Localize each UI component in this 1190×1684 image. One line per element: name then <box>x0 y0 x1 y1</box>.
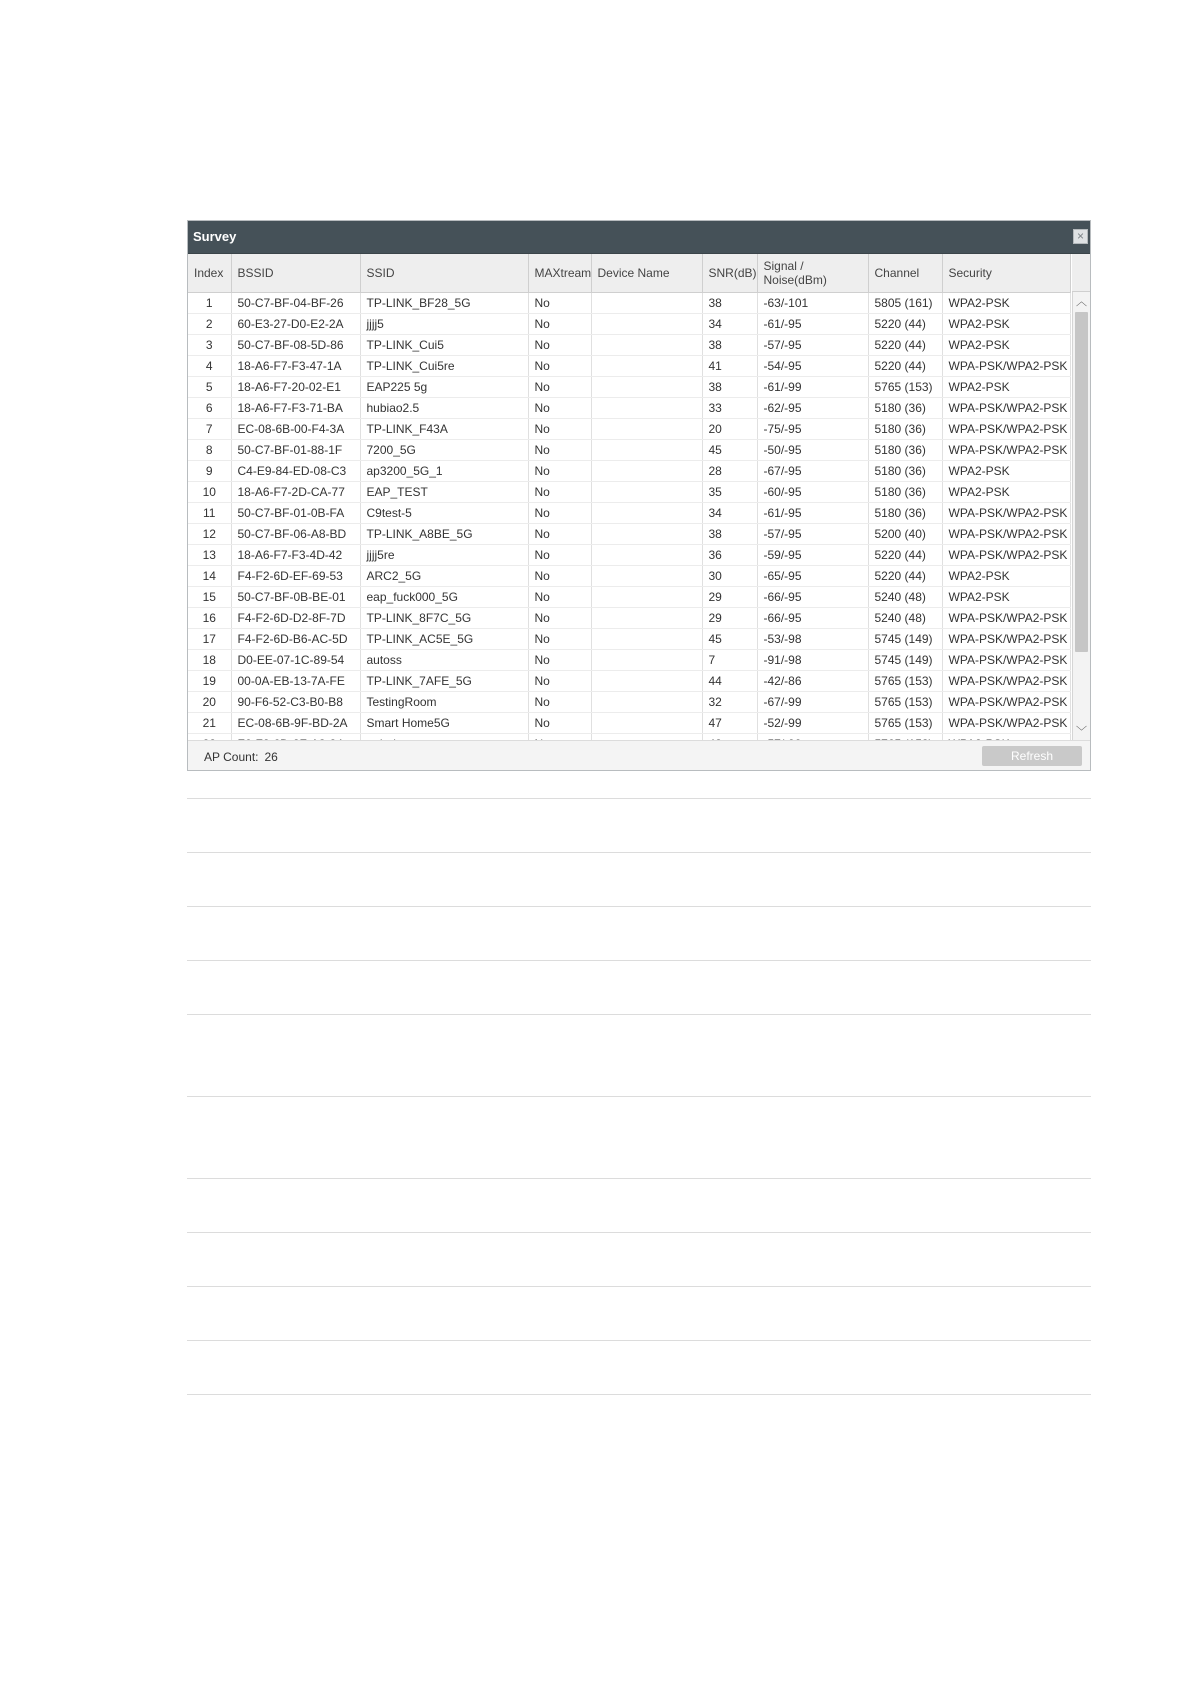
table-row[interactable] <box>188 524 1070 545</box>
table-row[interactable] <box>188 419 1070 440</box>
cell-ssid: TP-LINK_Cui5 <box>360 335 528 356</box>
cell-maxtream: No <box>528 545 591 566</box>
cell-channel: 5745 (149) <box>868 629 942 650</box>
page-divider <box>187 1178 1091 1179</box>
cell-index: 2 <box>188 314 231 335</box>
dialog-footer <box>188 740 1090 770</box>
cell-signal-noise: -75/-95 <box>757 419 868 440</box>
cell-security: WPA2-PSK <box>942 461 1070 482</box>
cell-device-name <box>591 545 702 566</box>
cell-device-name <box>591 356 702 377</box>
cell-security: WPA2-PSK <box>942 335 1070 356</box>
table-row[interactable] <box>188 650 1070 671</box>
cell-bssid: D0-EE-07-1C-89-54 <box>231 650 360 671</box>
cell-ssid: TP-LINK_AC5E_5G <box>360 629 528 650</box>
cell-signal-noise: -63/-101 <box>757 293 868 314</box>
cell-security: WPA-PSK/WPA2-PSK <box>942 356 1070 377</box>
cell-channel: 5200 (40) <box>868 524 942 545</box>
page-divider <box>187 1394 1091 1395</box>
cell-maxtream: No <box>528 713 591 734</box>
cell-device-name <box>591 419 702 440</box>
cell-security: WPA-PSK/WPA2-PSK <box>942 713 1070 734</box>
cell-snr: 29 <box>702 608 757 629</box>
cell-device-name <box>591 440 702 461</box>
table-row[interactable] <box>188 503 1070 524</box>
cell-device-name <box>591 650 702 671</box>
cell-snr: 45 <box>702 440 757 461</box>
scroll-up-icon[interactable]: ︿ <box>1076 296 1087 308</box>
cell-index: 10 <box>188 482 231 503</box>
table-row[interactable] <box>188 440 1070 461</box>
cell-channel: 5765 (153) <box>868 377 942 398</box>
cell-security: WPA-PSK/WPA2-PSK <box>942 398 1070 419</box>
cell-security: WPA-PSK/WPA2-PSK <box>942 629 1070 650</box>
ap-count <box>204 750 278 764</box>
cell-security: WPA2-PSK <box>942 314 1070 335</box>
cell-maxtream: No <box>528 419 591 440</box>
column-header-channel[interactable]: Channel <box>868 254 942 293</box>
cell-ssid: jjjj5re <box>360 545 528 566</box>
survey-dialog <box>187 220 1091 771</box>
cell-ssid: autoss <box>360 650 528 671</box>
column-header-signal-noise[interactable]: Signal / Noise(dBm) <box>757 254 868 293</box>
cell-ssid: Smart Home5G <box>360 713 528 734</box>
page-divider <box>187 1286 1091 1287</box>
cell-signal-noise: -61/-95 <box>757 503 868 524</box>
cell-signal-noise: -66/-95 <box>757 608 868 629</box>
table-header-row <box>188 254 1070 293</box>
cell-ssid: TP-LINK_7AFE_5G <box>360 671 528 692</box>
table-row[interactable] <box>188 377 1070 398</box>
cell-snr: 38 <box>702 377 757 398</box>
cell-device-name <box>591 713 702 734</box>
cell-device-name <box>591 629 702 650</box>
page-divider <box>187 906 1091 907</box>
table-row[interactable] <box>188 692 1070 713</box>
page-divider <box>187 1232 1091 1233</box>
cell-signal-noise: -91/-98 <box>757 650 868 671</box>
cell-maxtream: No <box>528 356 591 377</box>
cell-bssid: 18-A6-F7-F3-4D-42 <box>231 545 360 566</box>
cell-index: 5 <box>188 377 231 398</box>
table-row[interactable] <box>188 461 1070 482</box>
cell-maxtream: No <box>528 503 591 524</box>
cell-ssid: TP-LINK_Cui5re <box>360 356 528 377</box>
cell-ssid: ap3200_5G_1 <box>360 461 528 482</box>
column-header-index[interactable]: Index <box>188 254 231 293</box>
cell-channel: 5765 (153) <box>868 692 942 713</box>
cell-security: WPA2-PSK <box>942 587 1070 608</box>
cell-snr: 41 <box>702 356 757 377</box>
cell-signal-noise: -65/-95 <box>757 566 868 587</box>
column-header-device-name[interactable]: Device Name <box>591 254 702 293</box>
cell-security: WPA2-PSK <box>942 377 1070 398</box>
table-row[interactable] <box>188 587 1070 608</box>
cell-snr: 45 <box>702 629 757 650</box>
cell-signal-noise: -61/-99 <box>757 377 868 398</box>
cell-ssid: hubiao2.5 <box>360 398 528 419</box>
cell-snr: 32 <box>702 692 757 713</box>
table-row[interactable] <box>188 608 1070 629</box>
cell-bssid: 90-F6-52-C3-B0-B8 <box>231 692 360 713</box>
cell-channel: 5180 (36) <box>868 482 942 503</box>
cell-index: 17 <box>188 629 231 650</box>
cell-signal-noise: -42/-86 <box>757 671 868 692</box>
cell-snr: 33 <box>702 398 757 419</box>
cell-snr: 38 <box>702 335 757 356</box>
cell-maxtream: No <box>528 692 591 713</box>
vertical-scrollbar[interactable] <box>1072 292 1090 742</box>
cell-snr: 34 <box>702 314 757 335</box>
cell-maxtream: No <box>528 608 591 629</box>
cell-channel: 5805 (161) <box>868 293 942 314</box>
cell-signal-noise: -60/-95 <box>757 482 868 503</box>
cell-channel: 5220 (44) <box>868 356 942 377</box>
column-header-maxtream[interactable]: MAXtream <box>528 254 591 293</box>
cell-device-name <box>591 293 702 314</box>
page-divider <box>187 852 1091 853</box>
cell-maxtream: No <box>528 524 591 545</box>
cell-snr: 36 <box>702 545 757 566</box>
ap-count-value: 26 <box>264 750 278 764</box>
cell-bssid: 50-C7-BF-06-A8-BD <box>231 524 360 545</box>
cell-channel: 5220 (44) <box>868 566 942 587</box>
table-row[interactable] <box>188 545 1070 566</box>
cell-snr: 44 <box>702 671 757 692</box>
cell-security: WPA-PSK/WPA2-PSK <box>942 440 1070 461</box>
cell-bssid: EC-08-6B-9F-BD-2A <box>231 713 360 734</box>
page-divider <box>187 1340 1091 1341</box>
cell-signal-noise: -52/-99 <box>757 713 868 734</box>
cell-snr: 30 <box>702 566 757 587</box>
cell-index: 13 <box>188 545 231 566</box>
cell-channel: 5180 (36) <box>868 419 942 440</box>
cell-security: WPA-PSK/WPA2-PSK <box>942 608 1070 629</box>
cell-maxtream: No <box>528 671 591 692</box>
cell-ssid: EAP_TEST <box>360 482 528 503</box>
cell-channel: 5220 (44) <box>868 545 942 566</box>
cell-snr: 35 <box>702 482 757 503</box>
scroll-down-icon[interactable]: ﹀ <box>1076 726 1087 738</box>
survey-table-area <box>188 254 1090 742</box>
page-divider <box>187 1096 1091 1097</box>
cell-device-name <box>591 524 702 545</box>
cell-device-name <box>591 335 702 356</box>
cell-maxtream: No <box>528 293 591 314</box>
cell-signal-noise: -53/-98 <box>757 629 868 650</box>
cell-index: 18 <box>188 650 231 671</box>
cell-signal-noise: -54/-95 <box>757 356 868 377</box>
cell-index: 9 <box>188 461 231 482</box>
cell-security: WPA-PSK/WPA2-PSK <box>942 545 1070 566</box>
table-row[interactable] <box>188 293 1070 314</box>
cell-signal-noise: -67/-95 <box>757 461 868 482</box>
header-filler <box>1072 254 1090 292</box>
dialog-title: Survey <box>193 229 237 244</box>
table-row[interactable] <box>188 356 1070 377</box>
cell-channel: 5240 (48) <box>868 587 942 608</box>
cell-snr: 7 <box>702 650 757 671</box>
cell-bssid: 00-0A-EB-13-7A-FE <box>231 671 360 692</box>
ap-count-label: AP Count: <box>204 750 259 764</box>
cell-device-name <box>591 587 702 608</box>
cell-bssid: 50-C7-BF-01-0B-FA <box>231 503 360 524</box>
cell-index: 3 <box>188 335 231 356</box>
column-header-snr[interactable]: SNR(dB) <box>702 254 757 293</box>
cell-snr: 29 <box>702 587 757 608</box>
cell-bssid: 60-E3-27-D0-E2-2A <box>231 314 360 335</box>
cell-index: 16 <box>188 608 231 629</box>
cell-maxtream: No <box>528 335 591 356</box>
scroll-thumb[interactable] <box>1075 312 1088 652</box>
page-divider <box>187 798 1091 799</box>
cell-security: WPA2-PSK <box>942 482 1070 503</box>
cell-snr: 28 <box>702 461 757 482</box>
cell-signal-noise: -66/-95 <box>757 587 868 608</box>
survey-table <box>188 254 1071 755</box>
cell-channel: 5765 (153) <box>868 713 942 734</box>
cell-device-name <box>591 503 702 524</box>
cell-device-name <box>591 608 702 629</box>
table-row[interactable] <box>188 398 1070 419</box>
cell-index: 7 <box>188 419 231 440</box>
cell-device-name <box>591 482 702 503</box>
cell-device-name <box>591 461 702 482</box>
table-row[interactable] <box>188 335 1070 356</box>
cell-signal-noise: -62/-95 <box>757 398 868 419</box>
cell-ssid: TestingRoom <box>360 692 528 713</box>
cell-maxtream: No <box>528 566 591 587</box>
cell-bssid: 18-A6-F7-F3-47-1A <box>231 356 360 377</box>
cell-bssid: 50-C7-BF-0B-BE-01 <box>231 587 360 608</box>
cell-security: WPA-PSK/WPA2-PSK <box>942 419 1070 440</box>
cell-ssid: EAP225 5g <box>360 377 528 398</box>
survey-table-body <box>188 293 1070 755</box>
cell-snr: 34 <box>702 503 757 524</box>
cell-bssid: F4-F2-6D-B6-AC-5D <box>231 629 360 650</box>
cell-channel: 5180 (36) <box>868 440 942 461</box>
cell-ssid: ARC2_5G <box>360 566 528 587</box>
cell-bssid: 18-A6-F7-20-02-E1 <box>231 377 360 398</box>
cell-channel: 5180 (36) <box>868 398 942 419</box>
cell-channel: 5765 (153) <box>868 671 942 692</box>
cell-index: 6 <box>188 398 231 419</box>
cell-index: 4 <box>188 356 231 377</box>
cell-ssid: TP-LINK_A8BE_5G <box>360 524 528 545</box>
cell-bssid: F4-F2-6D-D2-8F-7D <box>231 608 360 629</box>
table-row[interactable] <box>188 629 1070 650</box>
cell-index: 8 <box>188 440 231 461</box>
refresh-button[interactable]: Refresh <box>982 746 1082 766</box>
cell-security: WPA-PSK/WPA2-PSK <box>942 503 1070 524</box>
close-icon[interactable]: × <box>1073 229 1088 244</box>
cell-ssid: TP-LINK_BF28_5G <box>360 293 528 314</box>
cell-maxtream: No <box>528 398 591 419</box>
cell-maxtream: No <box>528 314 591 335</box>
cell-channel: 5220 (44) <box>868 314 942 335</box>
cell-bssid: 18-A6-F7-F3-71-BA <box>231 398 360 419</box>
cell-channel: 5180 (36) <box>868 461 942 482</box>
table-row[interactable] <box>188 482 1070 503</box>
column-header-ssid[interactable]: SSID <box>360 254 528 293</box>
cell-device-name <box>591 671 702 692</box>
cell-index: 20 <box>188 692 231 713</box>
cell-device-name <box>591 692 702 713</box>
dialog-titlebar <box>188 221 1090 254</box>
cell-index: 12 <box>188 524 231 545</box>
cell-snr: 38 <box>702 293 757 314</box>
cell-maxtream: No <box>528 440 591 461</box>
cell-bssid: C4-E9-84-ED-08-C3 <box>231 461 360 482</box>
cell-signal-noise: -67/-99 <box>757 692 868 713</box>
cell-device-name <box>591 398 702 419</box>
cell-snr: 20 <box>702 419 757 440</box>
cell-index: 19 <box>188 671 231 692</box>
cell-index: 15 <box>188 587 231 608</box>
cell-index: 21 <box>188 713 231 734</box>
cell-maxtream: No <box>528 629 591 650</box>
page-divider <box>187 960 1091 961</box>
cell-bssid: 18-A6-F7-2D-CA-77 <box>231 482 360 503</box>
cell-maxtream: No <box>528 377 591 398</box>
cell-ssid: eap_fuck000_5G <box>360 587 528 608</box>
cell-index: 14 <box>188 566 231 587</box>
cell-signal-noise: -50/-95 <box>757 440 868 461</box>
cell-bssid: 50-C7-BF-01-88-1F <box>231 440 360 461</box>
cell-device-name <box>591 377 702 398</box>
cell-signal-noise: -59/-95 <box>757 545 868 566</box>
cell-channel: 5240 (48) <box>868 608 942 629</box>
cell-ssid: TP-LINK_8F7C_5G <box>360 608 528 629</box>
column-header-security[interactable]: Security <box>942 254 1070 293</box>
cell-signal-noise: -57/-95 <box>757 524 868 545</box>
cell-security: WPA-PSK/WPA2-PSK <box>942 524 1070 545</box>
cell-bssid: F4-F2-6D-EF-69-53 <box>231 566 360 587</box>
cell-index: 11 <box>188 503 231 524</box>
cell-ssid: jjjj5 <box>360 314 528 335</box>
cell-ssid: TP-LINK_F43A <box>360 419 528 440</box>
cell-bssid: EC-08-6B-00-F4-3A <box>231 419 360 440</box>
cell-security: WPA-PSK/WPA2-PSK <box>942 650 1070 671</box>
cell-security: WPA2-PSK <box>942 293 1070 314</box>
cell-maxtream: No <box>528 482 591 503</box>
cell-security: WPA2-PSK <box>942 566 1070 587</box>
cell-snr: 38 <box>702 524 757 545</box>
cell-bssid: 50-C7-BF-04-BF-26 <box>231 293 360 314</box>
cell-signal-noise: -57/-95 <box>757 335 868 356</box>
cell-signal-noise: -61/-95 <box>757 314 868 335</box>
cell-index: 1 <box>188 293 231 314</box>
cell-bssid: 50-C7-BF-08-5D-86 <box>231 335 360 356</box>
cell-device-name <box>591 314 702 335</box>
cell-channel: 5180 (36) <box>868 503 942 524</box>
table-row[interactable] <box>188 314 1070 335</box>
cell-snr: 47 <box>702 713 757 734</box>
cell-maxtream: No <box>528 587 591 608</box>
cell-maxtream: No <box>528 461 591 482</box>
cell-device-name <box>591 566 702 587</box>
cell-ssid: 7200_5G <box>360 440 528 461</box>
page-divider <box>187 1014 1091 1015</box>
table-row[interactable] <box>188 566 1070 587</box>
table-row[interactable] <box>188 671 1070 692</box>
table-row[interactable] <box>188 713 1070 734</box>
cell-channel: 5745 (149) <box>868 650 942 671</box>
cell-ssid: C9test-5 <box>360 503 528 524</box>
cell-security: WPA-PSK/WPA2-PSK <box>942 671 1070 692</box>
cell-channel: 5220 (44) <box>868 335 942 356</box>
column-header-bssid[interactable]: BSSID <box>231 254 360 293</box>
cell-security: WPA-PSK/WPA2-PSK <box>942 692 1070 713</box>
cell-maxtream: No <box>528 650 591 671</box>
